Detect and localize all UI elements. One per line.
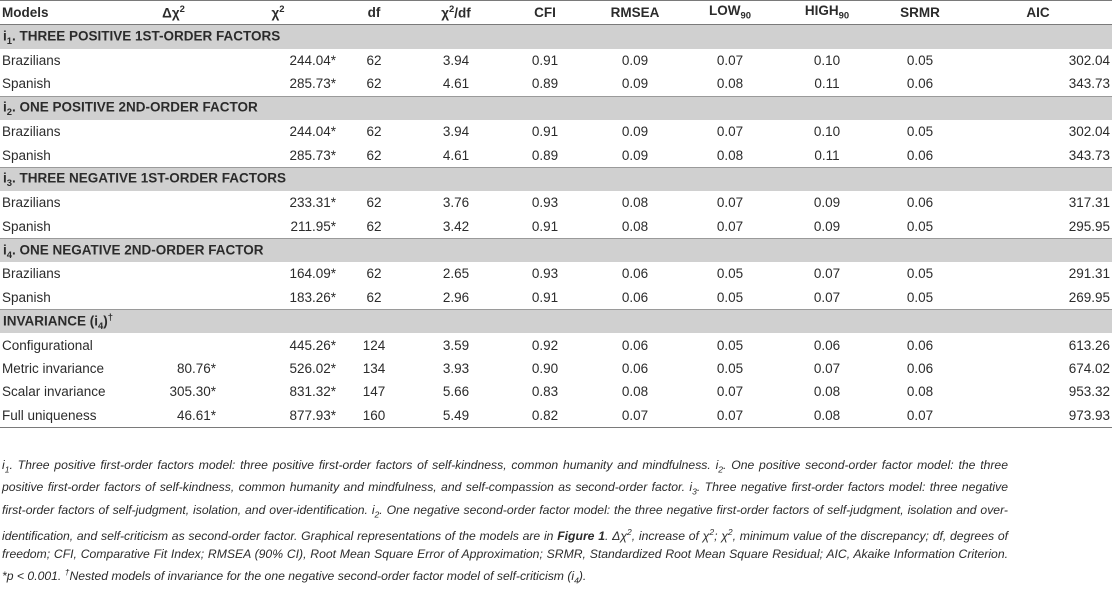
aic-cell: 953.32 <box>1068 384 1110 400</box>
low90-cell: 0.07 <box>716 195 744 211</box>
chi2-df-cell: 3.59 <box>442 337 470 353</box>
df-cell: 147 <box>362 384 386 400</box>
srmr-cell: 0.06 <box>906 76 934 92</box>
high90-cell: 0.10 <box>813 124 841 140</box>
rmsea-cell: 0.06 <box>621 337 649 353</box>
cfi-cell: 0.91 <box>531 218 559 234</box>
model-cell: Full uniqueness <box>0 404 129 428</box>
df-cell: 62 <box>366 266 382 282</box>
cfi-cell: 0.90 <box>531 361 559 377</box>
high90-cell: 0.10 <box>813 52 841 68</box>
cfi-cell: 0.91 <box>531 289 559 305</box>
srmr-cell: 0.05 <box>906 52 934 68</box>
srmr-cell: 0.08 <box>906 384 934 400</box>
cfi-cell: 0.82 <box>502 404 588 428</box>
cfi-cell: 0.91 <box>531 52 559 68</box>
col-header-models: Models <box>0 1 129 25</box>
chi2-df-cell: 4.61 <box>442 76 470 92</box>
high90-cell: 0.07 <box>813 361 841 377</box>
col-header-rmsea: RMSEA <box>588 1 682 25</box>
chi2-cell: 211.95* <box>290 218 336 234</box>
df-cell: 124 <box>362 337 386 353</box>
rmsea-cell: 0.08 <box>621 195 649 211</box>
table-row <box>0 262 1112 285</box>
df-cell: 62 <box>366 195 382 211</box>
section-header-row <box>0 238 1112 262</box>
section-header-row <box>0 167 1112 191</box>
aic-cell: 674.02 <box>1068 361 1110 377</box>
low90-cell: 0.05 <box>716 361 744 377</box>
table-row <box>0 357 1112 380</box>
chi2-df-cell: 5.49 <box>410 404 502 428</box>
high90-cell: 0.11 <box>814 76 840 92</box>
section-title: $i_3$. THREE NEGATIVE 1ST-ORDER FACTORS <box>0 167 1112 191</box>
col-header-aic: AIC <box>964 1 1112 25</box>
aic-cell: 295.95 <box>1068 218 1110 234</box>
chi2-cell: 233.31* <box>289 195 336 211</box>
srmr-cell: 0.05 <box>906 289 934 305</box>
rmsea-cell: 0.06 <box>621 266 649 282</box>
low90-cell: 0.05 <box>716 289 744 305</box>
chi2-cell: 285.73* <box>289 76 336 92</box>
cfi-cell: 0.89 <box>531 76 559 92</box>
delta-chi2-cell <box>129 120 218 143</box>
high90-cell: 0.07 <box>813 289 841 305</box>
cfi-cell: 0.89 <box>531 147 559 163</box>
high90-cell: 0.06 <box>813 337 841 353</box>
figure-link[interactable]: Figure 1 <box>557 529 606 544</box>
srmr-cell: 0.06 <box>906 195 934 211</box>
table-row <box>0 49 1112 72</box>
rmsea-cell: 0.09 <box>621 124 649 140</box>
cfi-cell: 0.93 <box>531 195 559 211</box>
model-cell: Spanish <box>2 76 51 92</box>
srmr-cell: 0.06 <box>906 337 934 353</box>
aic-cell: 973.93 <box>964 404 1112 428</box>
table-row <box>0 404 1112 428</box>
col-header-chi2: $\chi^2$ <box>218 1 338 25</box>
chi2-df-cell: 3.42 <box>442 218 470 234</box>
chi2-cell: 164.09* <box>289 266 336 282</box>
df-cell: 62 <box>366 289 382 305</box>
high90-cell: 0.08 <box>778 404 876 428</box>
low90-cell: 0.08 <box>716 76 744 92</box>
low90-cell: 0.08 <box>716 147 744 163</box>
aic-cell: 291.31 <box>1068 266 1110 282</box>
chi2-cell: 526.02* <box>289 361 336 377</box>
section-header-row <box>0 25 1112 49</box>
low90-cell: 0.07 <box>716 218 744 234</box>
col-header-low90: $LOW_{90}$ <box>682 1 778 25</box>
model-cell: Brazilians <box>2 124 61 140</box>
low90-cell: 0.07 <box>716 52 744 68</box>
df-cell: 62 <box>366 52 382 68</box>
col-header-chi2-df: $\chi^2/df$ <box>410 1 502 25</box>
chi2-cell: 445.26* <box>289 337 336 353</box>
rmsea-cell: 0.08 <box>621 384 649 400</box>
section-title: $i_4$. ONE NEGATIVE 2ND-ORDER FACTOR <box>0 238 1112 262</box>
chi2-df-cell: 4.61 <box>442 147 470 163</box>
table-row <box>0 286 1112 310</box>
chi2-cell: 183.26* <box>289 289 336 305</box>
delta-chi2-cell: 46.61* <box>129 404 218 428</box>
delta-chi2-cell <box>129 72 218 96</box>
low90-cell: 0.05 <box>716 337 744 353</box>
srmr-cell: 0.05 <box>906 218 934 234</box>
delta-chi2-cell <box>129 286 218 310</box>
srmr-cell: 0.05 <box>906 266 934 282</box>
model-cell: Metric invariance <box>2 361 105 377</box>
low90-cell: 0.07 <box>716 124 744 140</box>
chi2-cell: 244.04* <box>289 52 336 68</box>
srmr-cell: 0.05 <box>906 124 934 140</box>
chi2-df-cell: 3.94 <box>442 124 470 140</box>
chi2-df-cell: 3.94 <box>442 52 470 68</box>
cfi-cell: 0.93 <box>531 266 559 282</box>
chi2-df-cell: 5.66 <box>442 384 470 400</box>
low90-cell: 0.05 <box>716 266 744 282</box>
rmsea-cell: 0.07 <box>588 404 682 428</box>
df-cell: 160 <box>338 404 410 428</box>
delta-chi2-cell <box>129 191 218 214</box>
table-row <box>0 333 1112 356</box>
rmsea-cell: 0.09 <box>621 76 649 92</box>
model-cell: Configurational <box>2 337 93 353</box>
header-row <box>0 1 1112 25</box>
model-cell: Scalar invariance <box>2 384 106 400</box>
section-title: $i_1$. THREE POSITIVE 1ST-ORDER FACTORS <box>0 25 1112 49</box>
df-cell: 62 <box>366 76 382 92</box>
high90-cell: 0.11 <box>814 147 840 163</box>
table-row <box>0 120 1112 143</box>
srmr-cell: 0.06 <box>906 147 934 163</box>
low90-cell: 0.07 <box>716 384 744 400</box>
cfi-cell: 0.91 <box>531 124 559 140</box>
table-row <box>0 72 1112 96</box>
chi2-cell: 244.04* <box>289 124 336 140</box>
srmr-cell: 0.06 <box>906 361 934 377</box>
section-header-row <box>0 96 1112 120</box>
table-row <box>0 215 1112 239</box>
delta-chi2-cell: 80.76* <box>176 361 216 377</box>
delta-chi2-cell <box>129 143 218 167</box>
df-cell: 62 <box>366 218 382 234</box>
section-header-row <box>0 310 1112 334</box>
chi2-cell: 285.73* <box>289 147 336 163</box>
aic-cell: 343.73 <box>1068 147 1110 163</box>
cfi-cell: 0.92 <box>531 337 559 353</box>
delta-chi2-cell <box>129 333 218 356</box>
col-header-srmr: SRMR <box>876 1 964 25</box>
df-cell: 62 <box>366 147 382 163</box>
model-cell: Spanish <box>2 218 51 234</box>
col-header-delta-chi2: $\Delta\chi^2$ <box>129 1 218 25</box>
rmsea-cell: 0.09 <box>621 52 649 68</box>
df-cell: 62 <box>366 124 382 140</box>
aic-cell: 343.73 <box>1068 76 1110 92</box>
table-footnote: $i_1$. Three positive first-order factors model: three positive first-order factors of self-kindness, common humanity and mindfulness. $i_2$. One positive second-order factor model: the three positive first-order factors of self-kindness, common humanity and mindfulness, and self-compassion as second-order factor. $i_3$. Three negative first-order factors model: three negative first-order factors of self-judgment, isolation, and over-identification. $i_2$. One negative second-order factor model: the three negative first-order factors of self-judgment, isolation and over-identification, and self-criticism as second-order factor. Graphical representations of the models are in Figure 1. $\Delta\chi^2$, increase of $\chi^2$; $\chi^2$, minimum value of the discrepancy; df, degrees of freedom; CFI, Comparative Fit Index; RMSEA (90% CI), Root Mean Square Error of Approximation; SRMR, Standardized Root Mean Square Residual; AIC, Akaike Information Criterion. *p < 0.001. †Nested models of invariance for the one negative second-order factor model of self-criticism $(i_4)$. <box>2 458 1008 586</box>
high90-cell: 0.09 <box>813 195 841 211</box>
chi2-df-cell: 3.76 <box>442 195 470 211</box>
model-cell: Brazilians <box>2 52 61 68</box>
rmsea-cell: 0.06 <box>621 361 649 377</box>
delta-chi2-cell <box>129 49 218 72</box>
aic-cell: 317.31 <box>1068 195 1110 211</box>
delta-chi2-cell <box>129 262 218 285</box>
chi2-cell: 831.32* <box>289 384 336 400</box>
rmsea-cell: 0.06 <box>621 289 649 305</box>
table-body <box>0 25 1112 428</box>
df-cell: 134 <box>362 361 386 377</box>
col-header-df: df <box>338 1 410 25</box>
high90-cell: 0.07 <box>813 266 841 282</box>
chi2-df-cell: 3.93 <box>442 361 470 377</box>
model-cell: Spanish <box>2 289 51 305</box>
high90-cell: 0.09 <box>813 218 841 234</box>
aic-cell: 302.04 <box>1068 52 1110 68</box>
chi2-df-cell: 2.65 <box>442 266 470 282</box>
col-header-high90: $HIGH_{90}$ <box>778 1 876 25</box>
aic-cell: 613.26 <box>1068 337 1110 353</box>
table-row <box>0 143 1112 167</box>
delta-chi2-cell <box>129 215 218 239</box>
cfi-cell: 0.83 <box>531 384 559 400</box>
table-row <box>0 380 1112 403</box>
low90-cell: 0.07 <box>682 404 778 428</box>
model-cell: Brazilians <box>2 195 61 211</box>
delta-chi2-cell: 305.30* <box>169 384 216 400</box>
srmr-cell: 0.07 <box>876 404 964 428</box>
rmsea-cell: 0.08 <box>621 218 649 234</box>
high90-cell: 0.08 <box>813 384 841 400</box>
aic-cell: 302.04 <box>1068 124 1110 140</box>
model-cell: Brazilians <box>2 266 61 282</box>
chi2-df-cell: 2.96 <box>442 289 470 305</box>
rmsea-cell: 0.09 <box>621 147 649 163</box>
section-title: INVARIANCE $(i_4)^\dagger$ <box>0 310 1112 334</box>
col-header-cfi: CFI <box>502 1 588 25</box>
model-cell: Spanish <box>2 147 51 163</box>
section-title: $i_2$. ONE POSITIVE 2ND-ORDER FACTOR <box>0 96 1112 120</box>
table-row <box>0 191 1112 214</box>
chi2-cell: 877.93* <box>218 404 338 428</box>
aic-cell: 269.95 <box>1068 289 1110 305</box>
